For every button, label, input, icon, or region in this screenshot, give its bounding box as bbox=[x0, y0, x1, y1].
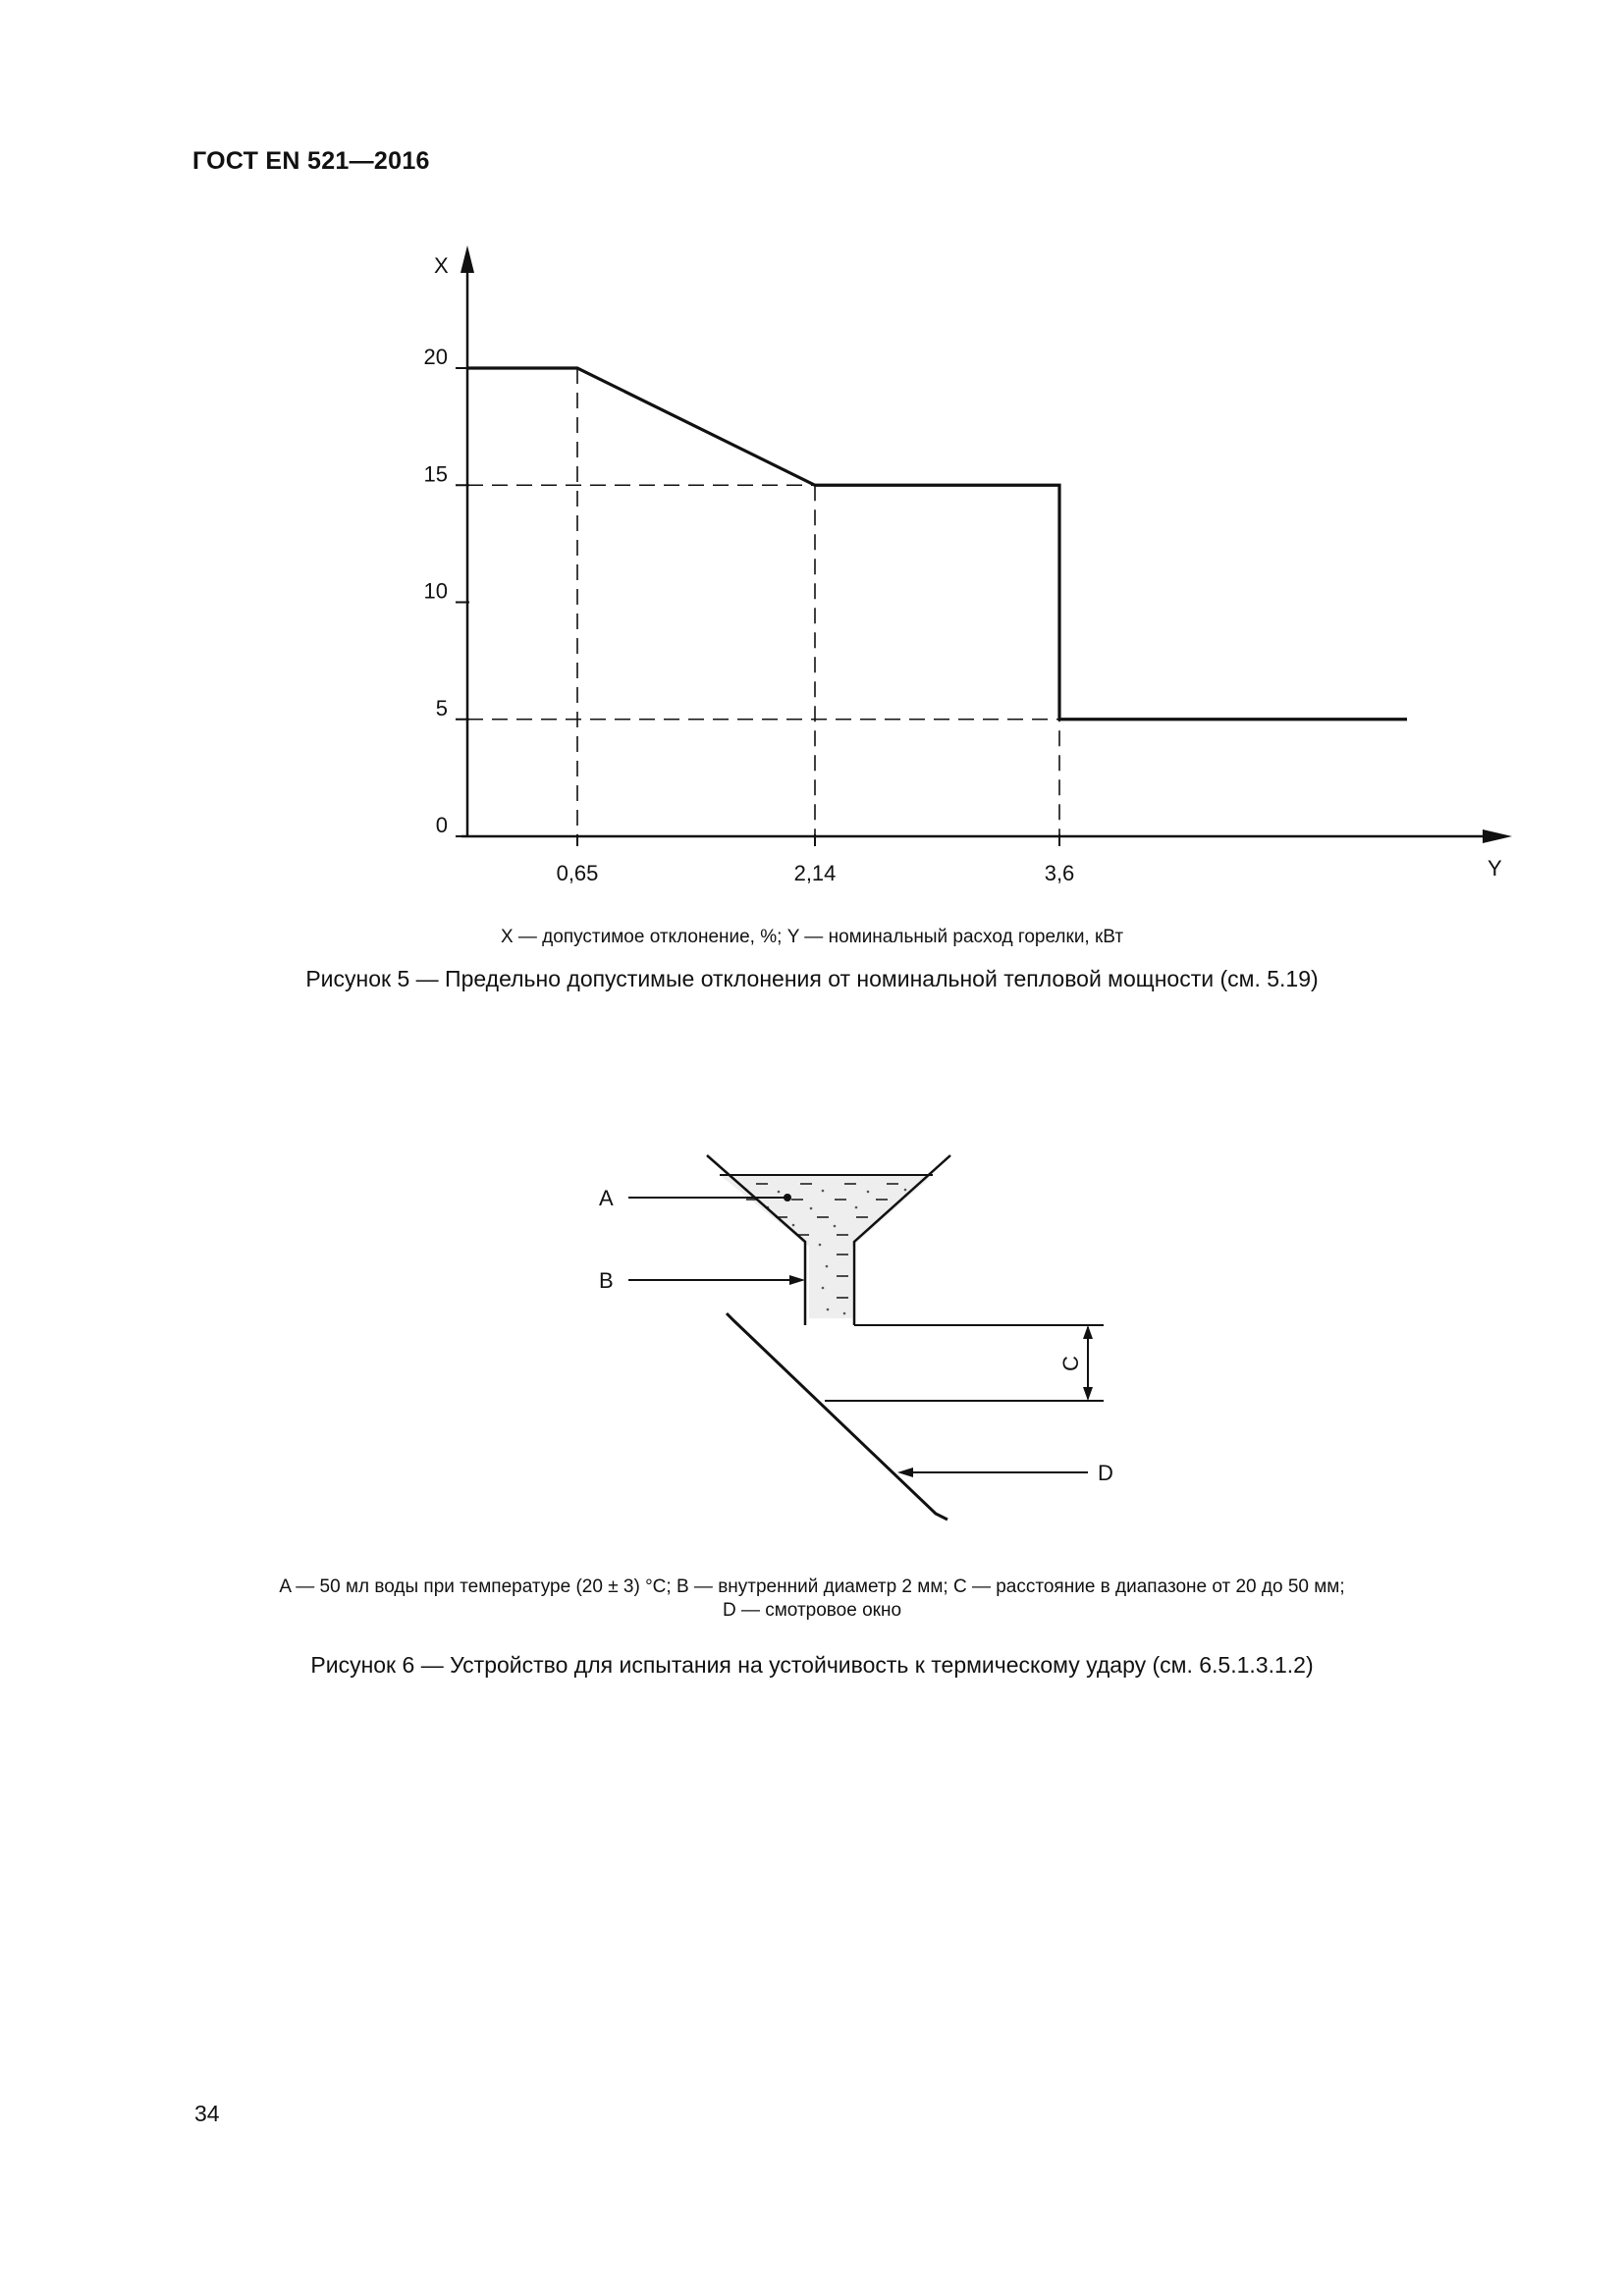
page-number: 34 bbox=[194, 2101, 220, 2126]
label-c: C bbox=[1058, 1356, 1083, 1371]
y-axis-label: X bbox=[434, 253, 449, 278]
figure-6-legend-line-1: A — 50 мл воды при температуре (20 ± 3) °С; B — внутренний диаметр 2 мм; C — расстояние в диапазоне от 20 до 50 мм; bbox=[279, 1576, 1345, 1597]
y-tick-label: 10 bbox=[423, 578, 448, 604]
figure-6-legend bbox=[0, 1575, 1624, 1623]
y-tick-label: 0 bbox=[435, 813, 448, 837]
label-b: B bbox=[599, 1268, 614, 1293]
y-tick-label: 20 bbox=[423, 345, 448, 369]
y-tick-label: 15 bbox=[423, 461, 448, 487]
leader-a-dot bbox=[784, 1194, 791, 1201]
label-a: A bbox=[599, 1186, 614, 1210]
x-tick-label: 0,65 bbox=[556, 861, 599, 885]
x-tick-label: 2,14 bbox=[793, 861, 837, 885]
figure-6-legend-line-2: D — смотровое окно bbox=[722, 1600, 902, 1621]
sight-glass bbox=[727, 1313, 947, 1520]
figure-5-legend: X — допустимое отклонение, %; Y — номинальный расход горелки, кВт bbox=[500, 927, 1124, 947]
water-fill bbox=[720, 1175, 933, 1318]
leader-d-arrow bbox=[897, 1468, 913, 1477]
y-tick-label: 5 bbox=[435, 695, 448, 721]
leader-b-arrow bbox=[789, 1275, 805, 1285]
dimension-c bbox=[1083, 1325, 1093, 1401]
figure-5-caption: Рисунок 5 — Предельно допустимые отклонения от номинальной тепловой мощности (см. 5.19) bbox=[305, 966, 1319, 991]
x-axis-label: Y bbox=[1488, 856, 1502, 881]
document-header: ГОСТ EN 521—2016 bbox=[192, 147, 430, 175]
x-tick-label: 3,6 bbox=[1044, 861, 1075, 885]
figure-6-caption: Рисунок 6 — Устройство для испытания на устойчивость к термическому удару (см. 6.5.1.3.1.2) bbox=[310, 1652, 1314, 1678]
label-d: D bbox=[1098, 1461, 1113, 1485]
